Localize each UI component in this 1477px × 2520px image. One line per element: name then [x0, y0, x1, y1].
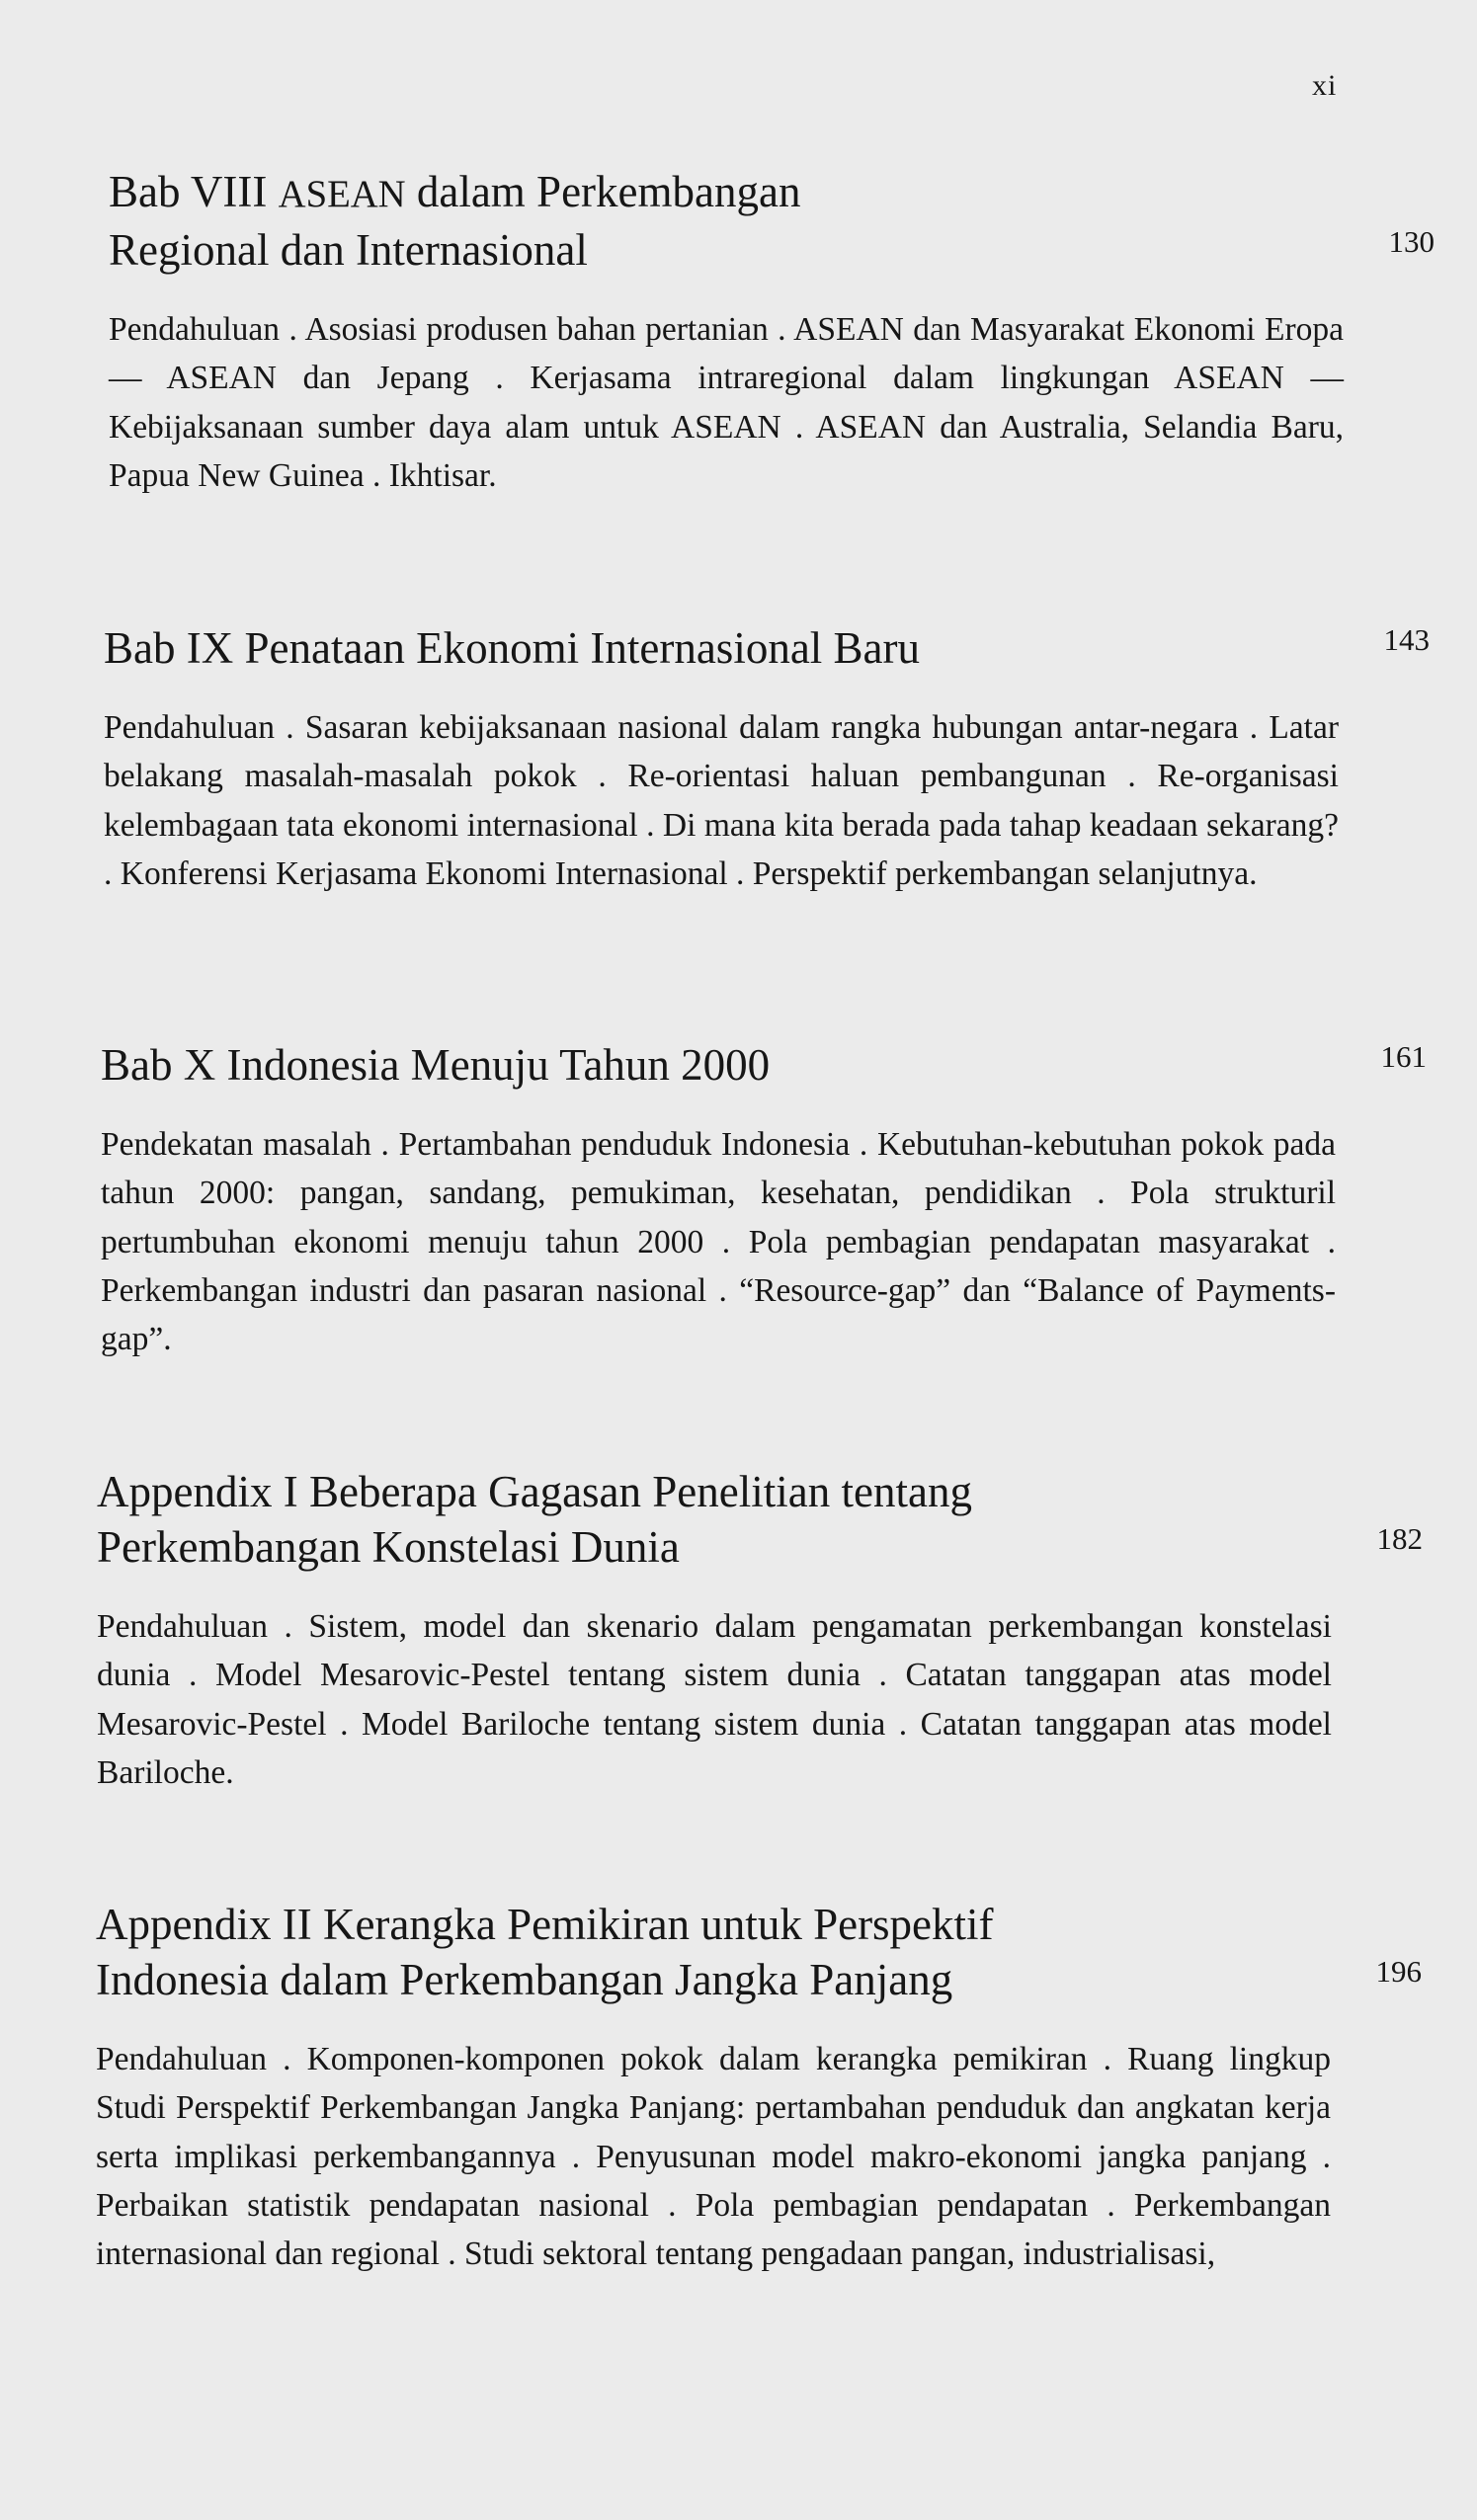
toc-heading	[96, 1897, 1422, 2007]
heading-line1: Appendix II Kerangka Pemikiran untuk Perspektif	[96, 1900, 994, 1949]
toc-heading	[101, 1037, 1427, 1093]
toc-summary: Pendahuluan . Sistem, model dan skenario dalam pengamatan perkembangan konstelasi dunia . Model Mesarovic-Pestel tentang sistem dunia . Catatan tanggapan atas model Mesarovic-Pestel . Model Bariloche tentang sistem dunia . Catatan tanggapan atas model Bariloche.	[97, 1608, 1332, 1791]
heading-line1: Bab IX Penataan Ekonomi Internasional Baru	[104, 623, 921, 673]
toc-page-number: 196	[1375, 1954, 1422, 1989]
toc-entry-bab-x	[101, 1037, 1427, 1363]
toc-summary: Pendahuluan . Asosiasi produsen bahan pertanian . ASEAN dan Masyarakat Ekonomi Eropa — ASEAN dan Jepang . Kerjasama intraregional dalam lingkungan ASEAN — Kebijaksanaan sumber daya alam untuk ASEAN . ASEAN dan Australia, Selandia Baru, Papua New Guinea . Ikhtisar.	[109, 311, 1344, 494]
heading-line1: Bab X Indonesia Menuju Tahun 2000	[101, 1040, 771, 1090]
heading-line2: Regional dan Internasional	[109, 225, 588, 275]
toc-page-number: 143	[1383, 622, 1430, 657]
heading-rest: dalam Perkembangan	[405, 167, 801, 216]
toc-heading	[97, 1464, 1423, 1575]
toc-heading	[104, 620, 1430, 676]
toc-summary: Pendahuluan . Sasaran kebijaksanaan nasional dalam rangka hubungan antar-negara . Latar belakang masalah-masalah pokok . Re-orientasi haluan pembangunan . Re-organisasi kelembagaan tata ekonomi internasional . Di mana kita berada pada tahap keadaan sekarang? . Konferensi Kerjasama Ekonomi Internasional . Perspektif perkembangan selanjutnya.	[104, 709, 1339, 892]
page-number: xi	[1312, 69, 1338, 102]
heading-smallcaps: ASEAN	[278, 174, 406, 215]
heading-line1: Appendix I Beberapa Gagasan Penelitian tentang	[97, 1467, 972, 1516]
toc-page-number: 182	[1376, 1521, 1423, 1556]
heading-prefix: Bab VIII	[109, 167, 279, 216]
toc-summary: Pendekatan masalah . Pertambahan penduduk Indonesia . Kebutuhan-kebutuhan pokok pada tahun 2000: pangan, sandang, pemukiman, kesehatan, pendidikan . Pola strukturil pertumbuhan ekonomi menuju tahun 2000 . Pola pembagian pendapatan masyarakat . Perkembangan industri dan pasaran nasional . “Resource-gap” dan “Balance of Payments-gap”.	[101, 1126, 1336, 1358]
heading-line2: Perkembangan Konstelasi Dunia	[97, 1522, 680, 1572]
toc-summary: Pendahuluan . Komponen-komponen pokok dalam kerangka pemikiran . Ruang lingkup Studi Perspektif Perkembangan Jangka Panjang: pertambahan penduduk dan angkatan kerja serta implikasi perkembangannya . Penyusunan model makro-ekonomi jangka panjang . Perbaikan statistik pendapatan nasional . Pola pembagian pendapatan . Perkembangan internasional dan regional . Studi sektoral tentang pengadaan pangan, industrialisasi,	[96, 2041, 1331, 2273]
toc-entry-appendix-ii	[96, 1897, 1422, 2278]
toc-entry-bab-ix	[104, 620, 1430, 898]
toc-entry-appendix-i	[97, 1464, 1423, 1797]
toc-page-number: 161	[1380, 1039, 1427, 1074]
toc-entry-bab-viii	[109, 164, 1435, 500]
toc-page-number: 130	[1388, 224, 1435, 259]
heading-line2: Indonesia dalam Perkembangan Jangka Panjang	[96, 1955, 953, 2004]
toc-heading	[109, 164, 1435, 278]
